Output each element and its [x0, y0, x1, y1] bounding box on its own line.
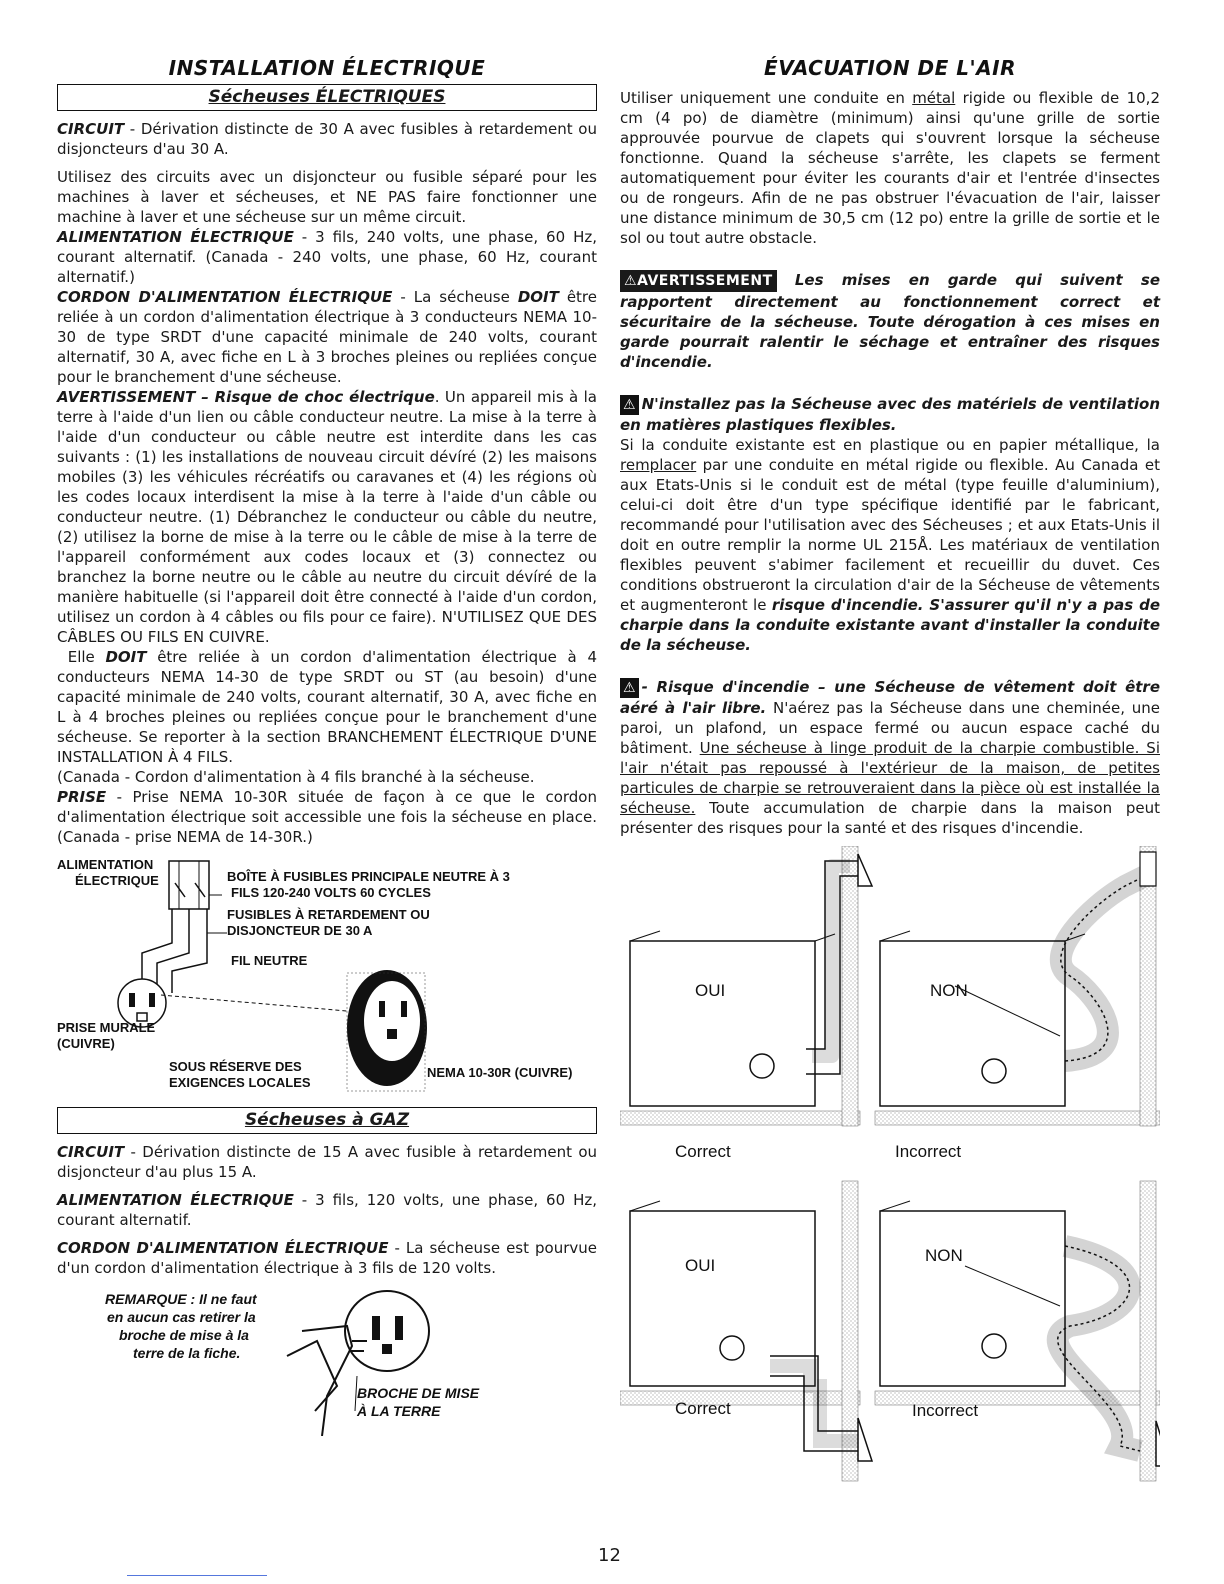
para-gas-power: [57, 1190, 597, 1230]
warning-icon-2: ⚠: [620, 678, 639, 698]
venting-figures: [620, 846, 1160, 1486]
para-power-supply: [57, 227, 597, 287]
left-column: [57, 56, 597, 1436]
text-exhaust-metal: métal: [912, 89, 956, 107]
venting-drawing: [620, 846, 1160, 1486]
label-wall-outlet: PRISE MURALE: [57, 1020, 156, 1035]
label-alimentation: ALIMENTATION: [57, 857, 154, 872]
text-fire-underlined: Une sécheuse à linge produit de la charpie combustible. Si l'air n'était pas repoussé à l'extérieur de la maison, de petites particules de charpie se retrouveraient dans la pièce où est installée la sécheuse.: [620, 739, 1160, 817]
plug-illustration: [57, 1286, 597, 1436]
warning-badge-label: AVERTISSEMENT: [637, 273, 773, 289]
label-wires: FILS 120-240 VOLTS 60 CYCLES: [231, 885, 431, 900]
caption-incorrect-bottom: Incorrect: [912, 1401, 979, 1420]
label-non-top: NON: [930, 981, 968, 1000]
para-plastic-body: [620, 435, 1160, 655]
label-local-codes: EXIGENCES LOCALES: [169, 1075, 311, 1090]
plastic-warning-title: N'installez pas la Sécheuse avec des matériels de ventilation en matières plastiques flexibles.: [620, 395, 1160, 434]
label-breaker: DISJONCTEUR DE 30 A: [227, 923, 373, 938]
page-number: 12: [598, 1545, 621, 1566]
text-four-wire-b: être reliée à un cordon d'alimentation électrique à 4 conducteurs NEMA 14-30 de type SRDT ou ST (au besoin) d'une capacité minimale de 240 volts, courant alternatif, 30 A, avec fiche en L à 4 broches pleines ou repliées conçue pour le branchement d'une sécheuse. Se reporter à la section BRANCHEMENT ÉLECTRIQUE D'UNE INSTALLATION À 4 FILS.: [57, 648, 597, 766]
broche-line-1: BROCHE DE MISE: [357, 1385, 480, 1401]
label-power-supply: ALIMENTATION ÉLECTRIQUE: [57, 228, 294, 246]
label-non-bottom: NON: [925, 1246, 963, 1265]
para-canada-cord: (Canada - Cordon d'alimentation à 4 fils branché à la sécheuse.: [57, 768, 535, 786]
text-plastic-a: Si la conduite existante est en plastique ou en papier métallique, la: [620, 436, 1160, 454]
label-outlet: PRISE: [57, 788, 107, 806]
label-copper: (CUIVRE): [57, 1036, 115, 1051]
para-outlet: [57, 787, 597, 847]
label-fuses: FUSIBLES À RETARDEMENT OU: [227, 907, 430, 922]
para-separate-circuits: Utilisez des circuits avec un disjoncteur ou fusible séparé pour les machines à laver et sécheuses, et NE PAS faire fonctionner une machine à laver et une sécheuse sur un même circuit.: [57, 168, 597, 226]
label-warning-shock: AVERTISSEMENT – Risque de choc électrique: [57, 388, 435, 406]
para-gas-circuit: [57, 1142, 597, 1182]
subsection-box-electric: Sécheuses ÉLECTRIQUES: [57, 84, 597, 111]
broche-line-2: À LA TERRE: [357, 1403, 441, 1419]
wiring-diagram: [57, 853, 597, 1103]
text-exhaust-a: Utiliser uniquement une conduite en: [620, 89, 913, 107]
remark-line-2: en aucun cas retirer la: [107, 1309, 256, 1325]
para-power-cord: [57, 287, 597, 387]
para-exhaust-intro: [620, 88, 1160, 248]
text-fire-a: N'aérez pas la Sécheuse dans une cheminée, une paroi, un plafond, un espace fermé ou aucun espace caché du bâtiment.: [620, 699, 1160, 757]
fire-risk-title: - Risque d'incendie – une Sécheuse de vêtement doit être aéré à l'air libre.: [620, 678, 1160, 717]
text-fire-b: Toute accumulation de charpie dans la maison peut présenter des risques pour la santé et des risques d'incendie.: [620, 799, 1160, 837]
text-power-supply: - 3 fils, 240 volts, une phase, 60 Hz, courant alternatif. (Canada - 240 volts, une phase, 60 Hz, courant alternatif.): [57, 228, 597, 286]
subsection-box-gas: Sécheuses à GAZ: [57, 1107, 597, 1134]
label-circuit: CIRCUIT: [57, 120, 125, 138]
para-gas-cord: [57, 1238, 597, 1278]
label-nema-1030r: NEMA 10-30R (CUIVRE): [427, 1065, 573, 1080]
text-gas-cord: - La sécheuse est pourvue d'un cordon d'alimentation électrique à 3 fils de 120 volts.: [57, 1239, 597, 1277]
para-warning-shock: [57, 387, 597, 647]
remark-line-1: REMARQUE : Il ne faut: [105, 1291, 257, 1307]
para-fire-risk: [620, 677, 1160, 838]
text-gas-power: - 3 fils, 120 volts, une phase, 60 Hz, courant alternatif.: [57, 1191, 597, 1229]
text-warning-shock: . Un appareil mis à la terre à l'aide d'un lien ou câble conducteur neutre. La mise à la terre à l'aide d'un conducteur ou câble neutre est interdite dans les cas suivants : (1) les installations de nouveau circuit dévíré (2) les maisons mobiles (3) les véhicules récréatifs ou caravanes et (4) les régions où les codes locaux interdisent la mise à la terre à l'aide d'un câble ou conducteur neutre. (1) Débranchez le conducteur ou câble du neutre, (2) utilisez la borne de mise à la terre ou le câble de mise à la terre de l'appareil conformément aux codes locaux et (3) connectez ou branchez la borne neutre ou le câble au neutre du circuit dévíré de la manière habituelle (si l'appareil doit être connecté à l'aide d'un cordon, utilisez un cordon à 4 câbles ou fils pour ce faire). N'UTILISEZ QUE DES CÂBLES OU FILS EN CUIVRE.: [57, 388, 597, 646]
remark-line-4: terre de la fiche.: [133, 1345, 241, 1361]
label-oui-top: OUI: [695, 981, 726, 1000]
warning-triangle-icon: ⚠: [624, 273, 638, 289]
text-doit-2: DOIT: [105, 648, 147, 666]
section-title-exhaust: ÉVACUATION DE L'AIR: [764, 56, 1016, 80]
caption-incorrect-top: Incorrect: [895, 1142, 962, 1161]
text-circuit: - Dérivation distincte de 30 A avec fusibles à retardement ou disjoncteurs d'au 30 A.: [57, 120, 597, 158]
label-electrique: ÉLECTRIQUE: [75, 873, 159, 888]
label-oui-bottom: OUI: [685, 1256, 716, 1275]
caption-correct-bottom: Correct: [675, 1399, 731, 1418]
label-gas-cord: CORDON D'ALIMENTATION ÉLECTRIQUE: [57, 1239, 389, 1257]
text-plastic-c: risque d'incendie. S'assurer qu'il n'y a pas de charpie dans la conduite existante avant d'installer la conduite de la sécheuse.: [620, 596, 1161, 654]
label-neutral-wire: FIL NEUTRE: [231, 953, 308, 968]
text-doit: DOIT: [517, 288, 559, 306]
label-gas-circuit: CIRCUIT: [57, 1143, 125, 1161]
para-warning: [620, 270, 1160, 372]
para-four-wire: [57, 647, 597, 767]
warning-text: Les mises en garde qui suivent se rapportent directement au fonctionnement correct et sécuritaire de la sécheuse. Toute dérogation à ces mises en garde pourrait ralentir le séchage et entraîner des risques d'incendie.: [620, 271, 1160, 371]
para-circuit: [57, 119, 597, 159]
text-four-wire-a: Elle: [67, 648, 106, 666]
label-power-cord: CORDON D'ALIMENTATION ÉLECTRIQUE: [57, 288, 393, 306]
para-plastic-warning: [620, 394, 1160, 435]
right-column: [620, 56, 1160, 1486]
warning-icon: ⚠: [620, 395, 639, 415]
text-power-cord-a: - La sécheuse: [392, 288, 518, 306]
warning-badge: [620, 270, 777, 292]
text-exhaust-b: rigide ou flexible de 10,2 cm (4 po) de diamètre (minimum) ainsi qu'une grille de sortie approuvée pourvue de clapets qui s'ouvrent lorsque la sécheuse fonctionne. Quand la sécheuse s'arrête, les clapets se ferment automatiquement pour éviter les courants d'air et l'entrée d'insectes ou de rongeurs. Afin de ne pas obstruer l'évacuation de l'air, laisser une distance minimum de 30,5 cm (12 po) entre la grille de sortie et le sol ou tout autre obstacle.: [620, 89, 1160, 247]
text-gas-circuit: - Dérivation distincte de 15 A avec fusible à retardement ou disjoncteur d'au plus 15 A.: [57, 1143, 597, 1181]
text-outlet: - Prise NEMA 10-30R située de façon à ce que le cordon d'alimentation électrique soit accessible une fois la sécheuse en place. (Canada - prise NEMA de 14-30R.): [57, 788, 597, 846]
text-power-cord-b: être reliée à un cordon d'alimentation électrique à 3 conducteurs NEMA 10-30 de type SRDT d'une capacité minimale de 240 volts, courant alternatif, 30 A, avec fiche en L à 3 broches pleines ou repliées conçue pour le branchement d'une sécheuse.: [57, 288, 597, 386]
section-title-electrical: INSTALLATION ÉLECTRIQUE: [168, 56, 486, 80]
footer-rule: [127, 1575, 267, 1576]
text-plastic-replace: remplacer: [620, 456, 697, 474]
label-subject: SOUS RÉSERVE DES: [169, 1059, 302, 1074]
caption-correct-top: Correct: [675, 1142, 731, 1161]
text-plastic-b: par une conduite en métal rigide ou flexible. Au Canada et aux Etats-Unis si le conduit est de métal (type feuille d'aluminium), celui-ci doit être d'un type spécifique identifié par le fabricant, recommandé pour l'utilisation avec des Sécheuses ; et aux Etats-Unis il doit en outre remplir la norme UL 215Å. Les matériaux de ventilation flexibles peuvent s'abimer facilement et recueillir du duvet. Ces conditions obstrueront la circulation d'air de la Sécheuse de vêtements et augmenteront le: [620, 456, 1160, 614]
label-fuse-box: BOÎTE À FUSIBLES PRINCIPALE NEUTRE À 3: [227, 869, 510, 884]
remark-line-3: broche de mise à la: [119, 1327, 249, 1343]
label-gas-power: ALIMENTATION ÉLECTRIQUE: [57, 1191, 294, 1209]
